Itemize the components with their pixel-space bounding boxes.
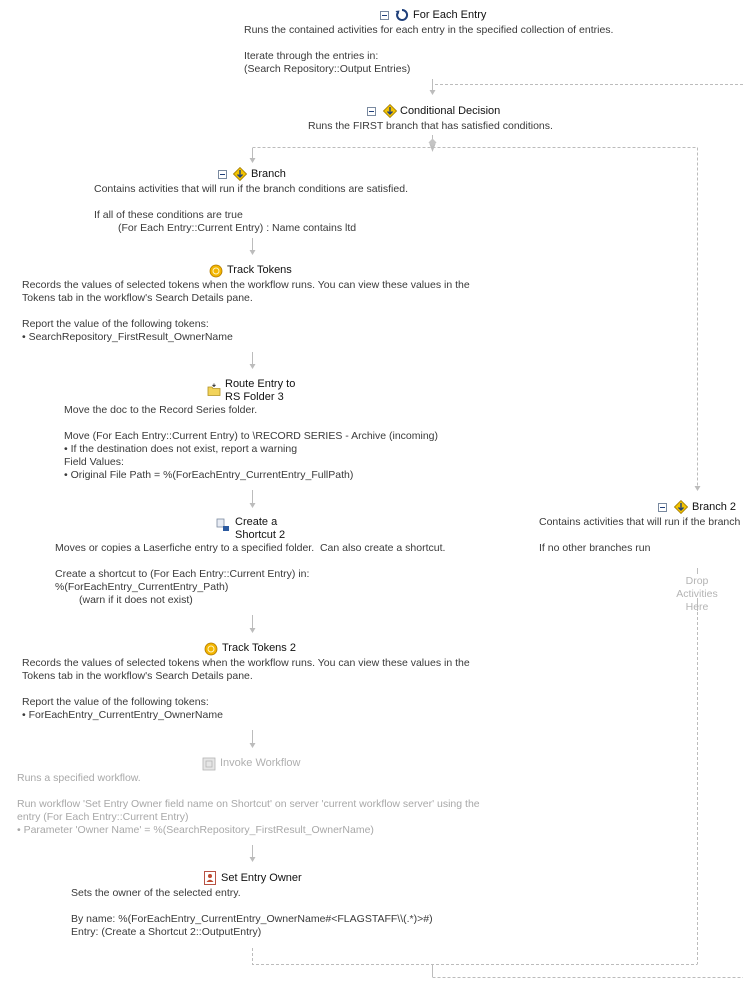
create-shortcut-line1: Create a shortcut to (For Each Entry::Current Entry) in:	[55, 568, 310, 580]
route-entry-field: • Original File Path = %(ForEachEntry_CurrentEntry_FullPath)	[64, 469, 354, 481]
route-entry-description: Move the doc to the Record Series folder.	[64, 404, 258, 416]
track-tokens-2-token: • ForEachEntry_CurrentEntry_OwnerName	[22, 709, 223, 721]
create-shortcut-description: Moves or copies a Laserfiche entry to a specified folder. Can also create a shortcut.	[55, 542, 446, 554]
invoke-workflow-icon	[202, 757, 216, 771]
track-tokens-report-label: Report the value of the following tokens:	[22, 318, 209, 330]
create-shortcut-line3: (warn if it does not exist)	[79, 594, 193, 606]
route-entry-title-line2[interactable]: RS Folder 3	[225, 391, 284, 403]
drop-activities-here-line3[interactable]: Here	[685, 601, 709, 613]
branch-description: Contains activities that will run if the branch conditions are satisfied.	[94, 183, 408, 195]
for-each-entry-description: Runs the contained activities for each entry in the specified collection of entries.	[244, 24, 614, 36]
invoke-workflow-line3: • Parameter 'Owner Name' = %(SearchRepository_FirstResult_OwnerName)	[17, 824, 374, 836]
track-tokens-icon	[209, 264, 223, 278]
track-tokens-2-description-line2: Tokens tab in the workflow's Search Details pane.	[22, 670, 253, 682]
route-entry-warning: • If the destination does not exist, report a warning	[64, 443, 298, 455]
invoke-workflow-title[interactable]: Invoke Workflow	[220, 757, 301, 769]
drop-activities-here-line1[interactable]: Drop	[685, 575, 709, 587]
create-shortcut-line2: %(ForEachEntry_CurrentEntry_Path)	[55, 581, 229, 593]
set-entry-owner-line1: By name: %(ForEachEntry_CurrentEntry_OwnerName#<FLAGSTAFF\\(.*)>#)	[71, 913, 433, 925]
loop-icon	[395, 8, 409, 22]
track-tokens-2-report-label: Report the value of the following tokens:	[22, 696, 209, 708]
set-entry-owner-line2: Entry: (Create a Shortcut 2::OutputEntry)	[71, 926, 262, 938]
set-entry-owner-title[interactable]: Set Entry Owner	[221, 872, 302, 884]
for-each-entry-title[interactable]: For Each Entry	[413, 9, 487, 21]
branch-icon	[674, 500, 688, 514]
set-entry-owner-description: Sets the owner of the selected entry.	[71, 887, 241, 899]
branch-condition-value: (For Each Entry::Current Entry) : Name contains ltd	[118, 222, 357, 234]
branch-2-condition: If no other branches run	[539, 542, 651, 554]
decision-icon	[383, 104, 397, 118]
folder-icon	[207, 383, 221, 397]
collapse-button[interactable]	[367, 107, 376, 116]
route-entry-fields-label: Field Values:	[64, 456, 124, 468]
route-entry-move: Move (For Each Entry::Current Entry) to \RECORD SERIES - Archive (incoming)	[64, 430, 439, 442]
create-shortcut-title-line2[interactable]: Shortcut 2	[235, 529, 286, 541]
track-tokens-token: • SearchRepository_FirstResult_OwnerName	[22, 331, 233, 343]
track-tokens-icon	[204, 642, 218, 656]
collapse-button[interactable]	[380, 11, 389, 20]
collapse-button[interactable]	[218, 170, 227, 179]
track-tokens-2-description-line1: Records the values of selected tokens when the workflow runs. You can view these values in the	[22, 657, 470, 669]
track-tokens-2-title[interactable]: Track Tokens 2	[222, 642, 296, 654]
track-tokens-title[interactable]: Track Tokens	[227, 264, 292, 276]
track-tokens-description-line1: Records the values of selected tokens when the workflow runs. You can view these values in the	[22, 279, 470, 291]
invoke-workflow-line1: Run workflow 'Set Entry Owner field name on Shortcut' on server 'current workflow server' using the	[17, 798, 480, 810]
set-owner-icon	[203, 871, 217, 885]
for-each-iterate-label: Iterate through the entries in:	[244, 50, 379, 62]
branch-title[interactable]: Branch	[251, 168, 286, 180]
invoke-workflow-description: Runs a specified workflow.	[17, 772, 141, 784]
conditional-decision-title[interactable]: Conditional Decision	[400, 105, 501, 117]
branch-condition-label: If all of these conditions are true	[94, 209, 243, 221]
branch-2-description: Contains activities that will run if the branch	[539, 516, 741, 528]
for-each-iterate-value: (Search Repository::Output Entries)	[244, 63, 411, 75]
branch-2-title[interactable]: Branch 2	[692, 501, 737, 513]
conditional-decision-description: Runs the FIRST branch that has satisfied conditions.	[308, 120, 553, 132]
create-shortcut-title-line1[interactable]: Create a	[235, 516, 278, 528]
drop-activities-here-line2[interactable]: Activities	[676, 588, 718, 600]
invoke-workflow-line2: entry (For Each Entry::Current Entry)	[17, 811, 189, 823]
shortcut-icon	[216, 518, 230, 532]
route-entry-title-line1[interactable]: Route Entry to	[225, 378, 296, 390]
branch-icon	[233, 167, 247, 181]
collapse-button[interactable]	[658, 503, 667, 512]
track-tokens-description-line2: Tokens tab in the workflow's Search Details pane.	[22, 292, 253, 304]
